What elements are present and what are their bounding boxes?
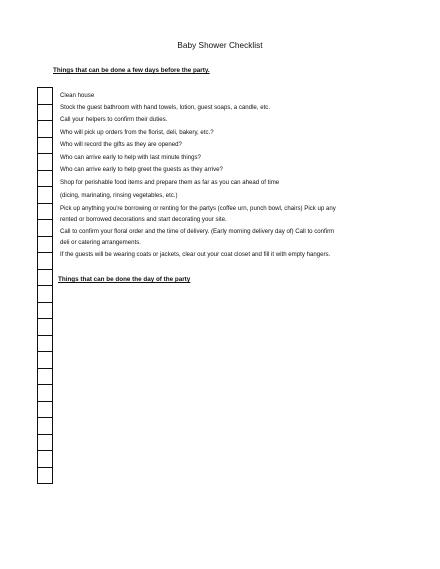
checklist-item: Stock the guest bathroom with hand towels, lotion, guest soaps, a candle, etc. bbox=[60, 104, 271, 111]
checklist-item: Clean house bbox=[60, 92, 95, 99]
checkbox[interactable] bbox=[37, 303, 53, 319]
checkbox[interactable] bbox=[37, 352, 53, 369]
checkbox[interactable] bbox=[37, 369, 53, 385]
checkbox[interactable] bbox=[37, 138, 53, 154]
checkbox[interactable] bbox=[37, 187, 53, 204]
checkbox[interactable] bbox=[37, 385, 53, 402]
checkbox[interactable] bbox=[37, 336, 53, 352]
checkbox[interactable] bbox=[37, 220, 53, 237]
checklist-item: deli or catering arrangements. bbox=[60, 239, 141, 246]
checklist-item: (dicing, marinating, rinsing vegetables, etc.) bbox=[60, 192, 178, 199]
checkbox[interactable] bbox=[37, 435, 53, 451]
checkbox[interactable] bbox=[37, 171, 53, 187]
section-heading-before: Things that can be done a few days before the party. bbox=[53, 67, 210, 74]
checkbox[interactable] bbox=[37, 253, 53, 270]
page-title: Baby Shower Checklist bbox=[177, 41, 263, 50]
checkbox[interactable] bbox=[37, 270, 53, 286]
checkbox[interactable] bbox=[37, 319, 53, 336]
checklist-item: Who will record the gifts as they are opened? bbox=[60, 141, 182, 148]
checkbox[interactable] bbox=[37, 451, 53, 468]
checklist-item: Pick up anything you're borrowing or renting for the partys (coffee urn, punch bowl, chairs) Pick up any bbox=[60, 205, 336, 212]
checkbox[interactable] bbox=[37, 204, 53, 220]
checkbox-column bbox=[37, 87, 53, 484]
checklist-item: rented or borrowed decorations and start decorating your site. bbox=[60, 216, 227, 223]
checklist-item: Who will pick up orders from the florist, deli, bakery, etc.? bbox=[60, 129, 214, 136]
checkbox[interactable] bbox=[37, 402, 53, 418]
checkbox[interactable] bbox=[37, 154, 53, 171]
checkbox[interactable] bbox=[37, 105, 53, 121]
checkbox[interactable] bbox=[37, 237, 53, 253]
checkbox[interactable] bbox=[37, 88, 53, 105]
checklist-item: Call to confirm your floral order and the time of delivery. (Early morning delivery day of) Call to confirm bbox=[60, 228, 335, 235]
checklist-item: Who can arrive early to help with last minute things? bbox=[60, 154, 201, 161]
checkbox[interactable] bbox=[37, 121, 53, 138]
checklist-item: Who can arrive early to help greet the guests as they arrive? bbox=[60, 166, 223, 173]
checklist-item: Shop for perishable food items and prepare them as far as you can ahead of time bbox=[60, 179, 280, 186]
checkbox[interactable] bbox=[37, 468, 53, 484]
checklist-item: If the guests will be wearing coats or jackets, clear out your coat closet and fill it with empty hangers. bbox=[60, 251, 331, 258]
checklist-item: Call your helpers to confirm their duties. bbox=[60, 116, 168, 123]
checkbox[interactable] bbox=[37, 286, 53, 303]
checkbox[interactable] bbox=[37, 418, 53, 435]
section-heading-day-of: Things that can be done the day of the party bbox=[58, 276, 191, 283]
